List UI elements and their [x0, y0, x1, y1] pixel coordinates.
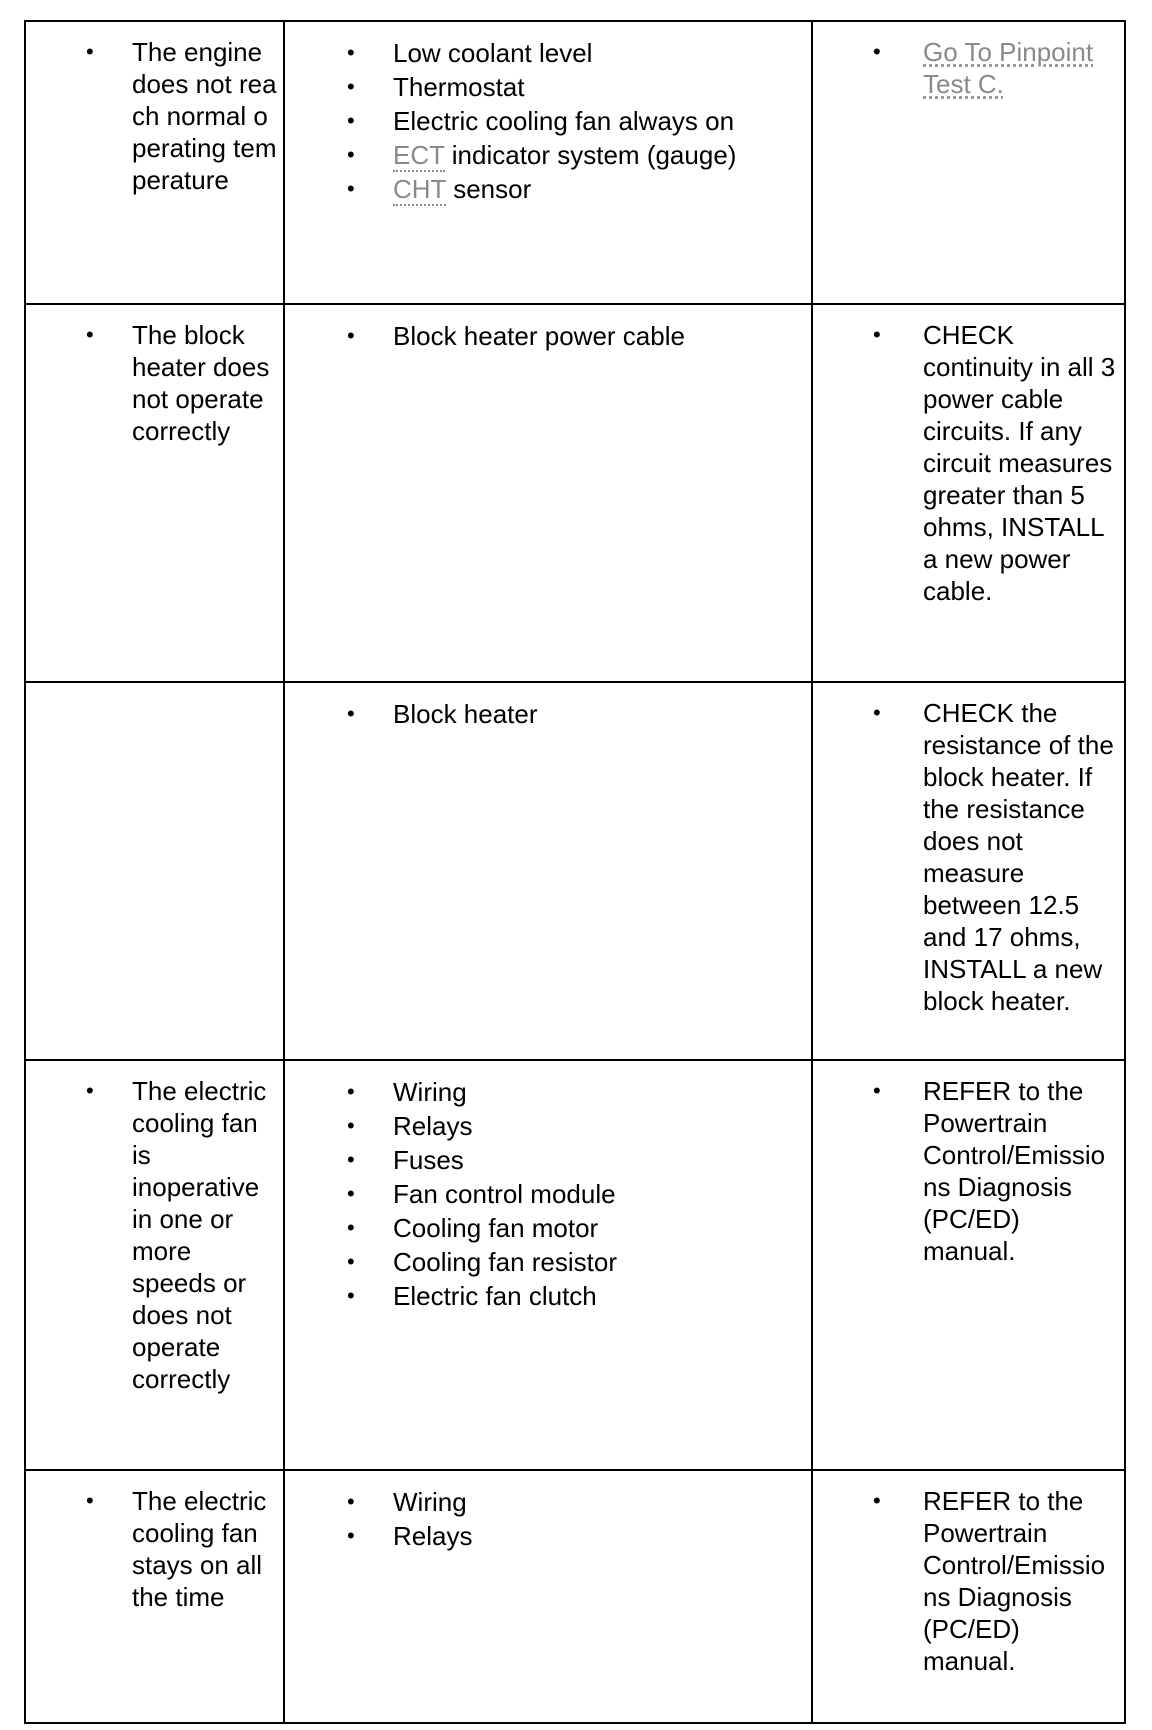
condition-cell — [25, 21, 284, 304]
ect-abbreviation-link[interactable]: ECT — [393, 140, 445, 170]
cause-text: Low coolant level — [393, 38, 593, 68]
cause-text: sensor — [445, 174, 532, 204]
cause-item — [291, 1177, 805, 1211]
cause-text: Electric cooling fan always on — [393, 106, 735, 136]
condition-cell — [25, 1470, 284, 1723]
cause-item — [291, 1519, 805, 1553]
cause-text: Block heater power cable — [393, 321, 685, 351]
cause-text: Fan control module — [393, 1179, 616, 1209]
cause-text: Relays — [393, 1521, 473, 1551]
cause-text: Fuses — [393, 1145, 464, 1175]
cause-item — [291, 1245, 805, 1279]
action-cell — [812, 1470, 1125, 1723]
possible-source-cell — [284, 304, 812, 682]
cause-item — [291, 104, 805, 138]
cause-item — [291, 70, 805, 104]
cause-item — [291, 1485, 805, 1519]
cause-text: Cooling fan motor — [393, 1213, 599, 1243]
cause-item — [291, 36, 805, 70]
possible-source-cell — [284, 21, 812, 304]
condition-cell — [25, 682, 284, 1060]
cause-item — [291, 697, 805, 731]
cause-text: Cooling fan resistor — [393, 1247, 617, 1277]
possible-source-cell — [284, 1060, 812, 1470]
condition-text: • The engine does not reach normal operating temperature — [32, 36, 277, 196]
table-row — [25, 1060, 1125, 1470]
cause-item — [291, 1211, 805, 1245]
cht-abbreviation-link[interactable]: CHT — [393, 174, 446, 204]
cause-item — [291, 1143, 805, 1177]
action-text: • CHECK the resistance of the block heater. If the resistance does not measure between 12.5 and 17 ohms, INSTALL a new block heater. — [819, 697, 1118, 1017]
cause-text: Wiring — [393, 1487, 467, 1517]
cause-item — [291, 1109, 805, 1143]
cause-item — [291, 138, 805, 172]
action-cell — [812, 1060, 1125, 1470]
condition-cell — [25, 304, 284, 682]
cause-item — [291, 1279, 805, 1313]
condition-cell — [25, 1060, 284, 1470]
action-text: • REFER to the Powertrain Control/Emissions Diagnosis (PC/ED) manual. — [819, 1485, 1118, 1677]
table-row — [25, 21, 1125, 304]
pinpoint-test-link[interactable]: Go To Pinpoint Test C. — [923, 37, 1094, 99]
action-cell — [812, 304, 1125, 682]
cause-text: Thermostat — [393, 72, 525, 102]
table-row — [25, 1470, 1125, 1723]
action-item — [819, 36, 1118, 100]
condition-text: • The electric cooling fan stays on all the time — [32, 1485, 277, 1613]
diagnosis-table — [24, 20, 1126, 1724]
cause-item — [291, 1075, 805, 1109]
cause-text: Electric fan clutch — [393, 1281, 597, 1311]
table-row — [25, 682, 1125, 1060]
cause-item — [291, 172, 805, 206]
condition-text: • The electric cooling fan is inoperative in one or more speeds or does not operate correctly — [32, 1075, 277, 1395]
cause-item — [291, 319, 805, 353]
action-cell — [812, 682, 1125, 1060]
cause-text: Relays — [393, 1111, 473, 1141]
action-text: • REFER to the Powertrain Control/Emissions Diagnosis (PC/ED) manual. — [819, 1075, 1118, 1267]
table-row — [25, 304, 1125, 682]
action-cell — [812, 21, 1125, 304]
action-text: • CHECK continuity in all 3 power cable circuits. If any circuit measures greater than 5 ohms, INSTALL a new power cable. — [819, 319, 1118, 607]
condition-text: • The block heater does not operate correctly — [32, 319, 277, 447]
cause-text: indicator system (gauge) — [444, 140, 737, 170]
possible-source-cell — [284, 682, 812, 1060]
cause-text: Block heater — [393, 699, 538, 729]
cause-text: Wiring — [393, 1077, 467, 1107]
possible-source-cell — [284, 1470, 812, 1723]
